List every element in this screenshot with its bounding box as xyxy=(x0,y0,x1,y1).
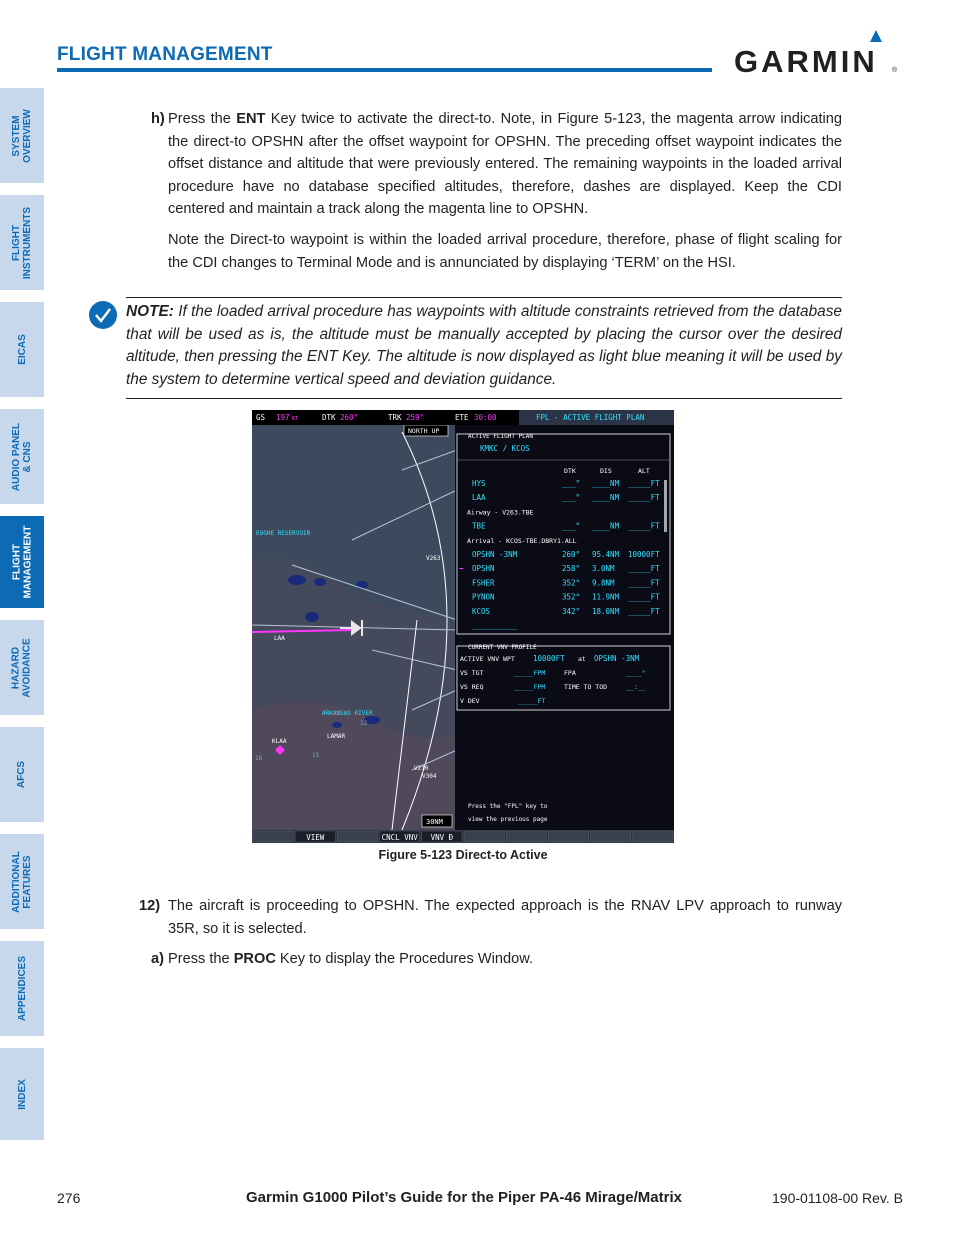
fpl-row-name: __________ xyxy=(472,621,518,630)
fpl-row-dtk: 260° xyxy=(562,550,581,559)
fpl-row-name: OPSHN xyxy=(472,564,495,574)
note-bottom-rule xyxy=(126,398,842,399)
svg-text:GARMIN: GARMIN xyxy=(734,44,878,78)
fpl-row-alt: _____FT xyxy=(628,564,660,574)
active-leg-arrow-icon: ➡ xyxy=(459,564,464,574)
svg-text:V304: V304 xyxy=(422,773,437,780)
svg-text:____°: ____° xyxy=(626,669,646,677)
svg-text:ACTIVE VNV WPT: ACTIVE VNV WPT xyxy=(460,655,515,663)
fpl-row-dis: ____NM xyxy=(592,493,620,503)
svg-text:TRK: TRK xyxy=(388,413,402,422)
svg-text:VS TGT: VS TGT xyxy=(460,669,484,677)
footer-title: Garmin G1000 Pilot’s Guide for the Piper PA-46 Mirage/Matrix xyxy=(246,1189,682,1206)
softkey-label: CNCL VNV xyxy=(381,833,418,842)
svg-text:view the previous page: view the previous page xyxy=(468,816,548,823)
svg-text:ACTIVE FLIGHT PLAN: ACTIVE FLIGHT PLAN xyxy=(468,433,534,440)
svg-text:30NM: 30NM xyxy=(426,818,443,826)
fpl-row-dtk: 352° xyxy=(562,578,581,588)
svg-text:®: ® xyxy=(892,67,898,74)
fpl-row-name: KCOS xyxy=(472,606,491,616)
fpl-row-dtk: 342° xyxy=(562,606,581,616)
header-rule xyxy=(57,68,712,72)
svg-text:TIME TO TOD: TIME TO TOD xyxy=(564,683,608,691)
tab-afcs[interactable]: AFCS xyxy=(0,727,44,822)
figure-caption: Figure 5-123 Direct-to Active xyxy=(378,848,548,862)
svg-text:LAA: LAA xyxy=(274,635,285,642)
tab-additional-features[interactable]: ADDITIONAL FEATURES xyxy=(0,834,44,929)
svg-text:V210: V210 xyxy=(414,765,429,772)
page-number: 276 xyxy=(57,1190,81,1206)
svg-text:OPSHN -3NM: OPSHN -3NM xyxy=(594,654,640,663)
svg-text:V DEV: V DEV xyxy=(460,697,480,705)
svg-text:12: 12 xyxy=(360,720,368,727)
svg-text:KT: KT xyxy=(292,416,299,422)
section-title: FLIGHT MANAGEMENT xyxy=(57,44,273,65)
fpl-row-alt: _____FT xyxy=(628,578,660,588)
step-a-text: Press the PROC Key to display the Procedures Window. xyxy=(168,951,534,967)
svg-text:NORTH UP: NORTH UP xyxy=(408,427,440,435)
svg-text:10000FT: 10000FT xyxy=(533,654,565,663)
softkey-label: VIEW xyxy=(306,833,325,842)
step-h-text: Press the ENT Key twice to activate the direct-to. Note, in Figure 5-123, the magenta arrow indicating the direct-to OPSHN after the offset waypoint for OPSHN. The preceding offset waypoint indicates the offset distance and altitude that were previously entered. The remaining waypoints in the loaded arrival procedure have no database specified altitudes, therefore, dashes are displayed. Keep the CDI centered and maintain a track along the magenta line to OPSHN. xyxy=(168,111,843,218)
fpl-row-dis: 9.8NM xyxy=(592,578,615,588)
fpl-row-alt: 10000FT xyxy=(628,550,660,559)
svg-text:18: 18 xyxy=(255,755,263,762)
fpl-group-name: Arrival - KCOS-TBE.DBRY1.ALL xyxy=(467,536,577,545)
document-number: 190-01108-00 Rev. B xyxy=(772,1190,904,1206)
softkey-5[interactable] xyxy=(464,831,504,842)
note-check-icon xyxy=(88,300,118,330)
svg-text:DIS: DIS xyxy=(600,467,612,475)
fpl-row-dtk: 352° xyxy=(562,592,581,602)
fpl-row-dtk: 258° xyxy=(562,564,581,574)
tab-index[interactable]: INDEX xyxy=(0,1048,44,1140)
note-top-rule xyxy=(126,297,842,298)
tab-appendices[interactable]: APPENDICES xyxy=(0,941,44,1036)
svg-text:259°: 259° xyxy=(406,413,425,422)
svg-text:__:__: __:__ xyxy=(626,683,646,691)
svg-text:VS REQ: VS REQ xyxy=(460,683,484,691)
svg-text:V263: V263 xyxy=(426,555,441,562)
svg-text:Press the "FPL" key to: Press the "FPL" key to xyxy=(468,803,548,810)
fpl-row-dis: 18.0NM xyxy=(592,606,620,616)
softkey-9[interactable] xyxy=(633,831,673,842)
tab-system-overview[interactable]: SYSTEM OVERVIEW xyxy=(0,88,44,183)
softkey-8[interactable] xyxy=(591,831,631,842)
svg-text:EOGHE RESERVOIR: EOGHE RESERVOIR xyxy=(256,530,311,537)
svg-text:260°: 260° xyxy=(340,413,359,422)
svg-text:15: 15 xyxy=(312,752,320,759)
fpl-row-name: PYNON xyxy=(472,592,495,602)
step-h-note-text: Note the Direct-to waypoint is within the loaded arrival procedure, therefore, phase of flight scaling for the CDI changes to Terminal Mode and is annunciated by displaying ‘TERM’ on the HSI. xyxy=(168,232,842,271)
svg-text:_____FPM: _____FPM xyxy=(514,683,546,691)
mfd-screenshot xyxy=(252,410,674,843)
svg-text:197: 197 xyxy=(276,413,290,422)
svg-text:ETE: ETE xyxy=(455,413,469,422)
softkey-label: VNV Ð xyxy=(430,833,454,842)
fpl-row-dis: 95.4NM xyxy=(592,550,620,559)
tab-hazard-avoidance[interactable]: HAZARD AVOIDANCE xyxy=(0,620,44,715)
svg-text:CURRENT VNV PROFILE: CURRENT VNV PROFILE xyxy=(468,644,537,651)
step-12-marker: 12) xyxy=(139,898,161,914)
fpl-row-dtk: ___° xyxy=(562,493,581,503)
fpl-row-alt: _____FT xyxy=(628,479,660,488)
fpl-row-name: TBE xyxy=(472,521,486,531)
softkey-7[interactable] xyxy=(548,831,588,842)
fpl-row-name: FSHER xyxy=(472,578,495,588)
svg-text:FPL - ACTIVE FLIGHT PLAN: FPL - ACTIVE FLIGHT PLAN xyxy=(536,413,645,422)
fpl-row-dis: 11.9NM xyxy=(592,592,620,602)
tab-eicas[interactable]: EICAS xyxy=(0,302,44,397)
note-text: NOTE: If the loaded arrival procedure has waypoints with altitude constraints retrieved from the database that will be used as is, the altitude must be manually accepted by placing the cursor over the desired altitude, then pressing the ENT Key. The altitude is now displayed as light blue meaning it will be used by the system to determine vertical speed and deviation guidance. xyxy=(126,303,842,388)
svg-text:GS: GS xyxy=(256,413,266,422)
svg-text:ARKANSAS RIVER: ARKANSAS RIVER xyxy=(322,710,373,717)
svg-text:DTK: DTK xyxy=(564,467,576,475)
svg-text:ALT: ALT xyxy=(638,467,650,475)
softkey-2[interactable] xyxy=(337,831,377,842)
step-h-marker: h) xyxy=(151,111,165,127)
svg-text:30:00: 30:00 xyxy=(474,413,497,422)
fpl-row-name: LAA xyxy=(472,493,486,503)
softkey-6[interactable] xyxy=(506,831,546,842)
svg-text:_____FT: _____FT xyxy=(518,697,546,705)
fpl-row-dis: ____NM xyxy=(592,479,620,488)
svg-text:KLAA: KLAA xyxy=(272,738,287,745)
tab-audio-panel[interactable]: AUDIO PANEL & CNS xyxy=(0,409,44,504)
fpl-row-name: OPSHN -3NM xyxy=(472,550,518,559)
svg-text:FPA: FPA xyxy=(564,669,576,677)
fpl-row-alt: _____FT xyxy=(628,493,660,503)
svg-text:LAMAR: LAMAR xyxy=(327,733,346,740)
svg-text:DTK: DTK xyxy=(322,413,336,422)
garmin-logo xyxy=(732,28,902,78)
step-a-marker: a) xyxy=(151,951,164,967)
fpl-row-alt: _____FT xyxy=(628,606,660,616)
fpl-row-name: HYS xyxy=(472,479,486,488)
fpl-group-name: Airway - V263.TBE xyxy=(467,508,534,517)
step-12-text: The aircraft is proceeding to OPSHN. The expected approach is the RNAV LPV approach to runway 35R, so it is selected. xyxy=(168,898,842,937)
softkey-0[interactable] xyxy=(253,831,293,842)
mfd-display xyxy=(252,410,674,843)
tab-flight-management[interactable]: FLIGHT MANAGEMENT xyxy=(0,516,44,608)
fpl-row-dtk: ___° xyxy=(562,479,581,488)
fpl-row-dtk: ___° xyxy=(562,521,581,531)
tab-flight-instruments[interactable]: FLIGHT INSTRUMENTS xyxy=(0,195,44,290)
fpl-row-dis: ____NM xyxy=(592,521,620,531)
svg-text:_____FPM: _____FPM xyxy=(514,669,546,677)
svg-text:at: at xyxy=(578,655,586,663)
fpl-row-alt: _____FT xyxy=(628,521,660,531)
fpl-row-alt: _____FT xyxy=(628,592,660,602)
fpl-row-dis: 3.0NM xyxy=(592,564,615,574)
svg-text:KMKC / KCOS: KMKC / KCOS xyxy=(480,444,530,453)
